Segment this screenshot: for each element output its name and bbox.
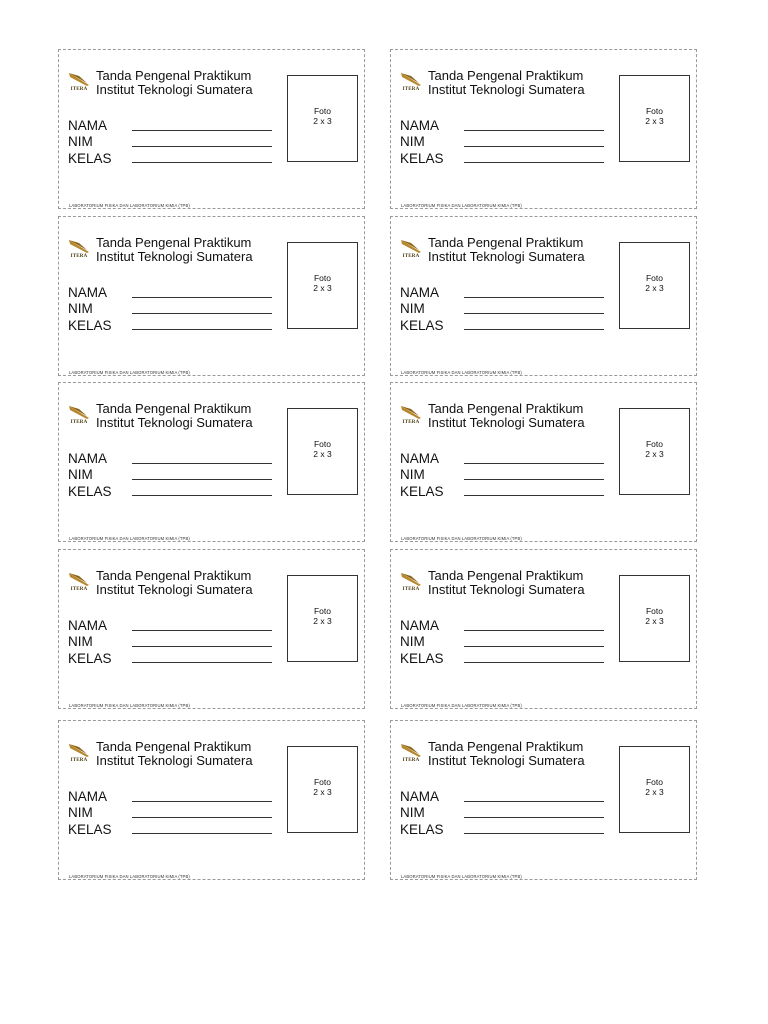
card-title-line1: Tanda Pengenal Praktikum bbox=[428, 568, 584, 583]
photo-label: Foto bbox=[313, 106, 331, 116]
nim-field-line[interactable] bbox=[464, 146, 604, 147]
label-nim: NIM bbox=[68, 301, 93, 316]
kelas-field-line[interactable] bbox=[132, 329, 272, 330]
label-nama: NAMA bbox=[68, 618, 108, 633]
id-card-3 bbox=[58, 216, 365, 376]
id-card-8 bbox=[390, 549, 697, 709]
logo-text: ITERA bbox=[402, 587, 420, 592]
label-nama: NAMA bbox=[68, 118, 108, 133]
card-title-line1: Tanda Pengenal Praktikum bbox=[96, 739, 252, 754]
card-title-line1: Tanda Pengenal Praktikum bbox=[96, 568, 252, 583]
card-title-line1: Tanda Pengenal Praktikum bbox=[428, 401, 584, 416]
label-nama: NAMA bbox=[68, 789, 108, 804]
logo-text: ITERA bbox=[70, 758, 88, 763]
id-card-2 bbox=[390, 49, 697, 209]
card-title-line2: Institut Teknologi Sumatera bbox=[428, 249, 585, 264]
itera-logo-icon bbox=[67, 71, 91, 93]
nim-field-line[interactable] bbox=[464, 479, 604, 480]
photo-label: Foto bbox=[313, 273, 331, 283]
logo-text: ITERA bbox=[402, 87, 420, 92]
label-nim: NIM bbox=[68, 805, 93, 820]
label-kelas: KELAS bbox=[68, 318, 112, 333]
nama-field-line[interactable] bbox=[464, 801, 604, 802]
card-footer: LABORATORIUM FISIKA DAN LABORATORIUM KIMIA (TPB) bbox=[69, 203, 190, 208]
card-footer: LABORATORIUM FISIKA DAN LABORATORIUM KIMIA (TPB) bbox=[69, 703, 190, 708]
itera-logo-icon bbox=[67, 404, 91, 426]
kelas-field-line[interactable] bbox=[464, 162, 604, 163]
nama-field-line[interactable] bbox=[464, 297, 604, 298]
itera-logo-icon bbox=[67, 742, 91, 764]
photo-size: 2 x 3 bbox=[313, 616, 332, 626]
logo-text: ITERA bbox=[70, 87, 88, 92]
kelas-field-line[interactable] bbox=[132, 662, 272, 663]
card-footer: LABORATORIUM FISIKA DAN LABORATORIUM KIMIA (TPB) bbox=[69, 874, 190, 879]
label-nim: NIM bbox=[400, 301, 425, 316]
logo-text: ITERA bbox=[402, 758, 420, 763]
itera-logo-icon bbox=[399, 71, 423, 93]
card-title-line2: Institut Teknologi Sumatera bbox=[96, 415, 253, 430]
label-nama: NAMA bbox=[400, 618, 440, 633]
label-nama: NAMA bbox=[400, 451, 440, 466]
photo-box bbox=[287, 75, 358, 162]
label-kelas: KELAS bbox=[400, 651, 444, 666]
nim-field-line[interactable] bbox=[464, 313, 604, 314]
photo-size: 2 x 3 bbox=[645, 787, 664, 797]
photo-placeholder-text bbox=[288, 606, 357, 626]
nama-field-line[interactable] bbox=[132, 801, 272, 802]
photo-size: 2 x 3 bbox=[313, 116, 332, 126]
label-nim: NIM bbox=[68, 467, 93, 482]
card-title-line2: Institut Teknologi Sumatera bbox=[96, 582, 253, 597]
photo-placeholder-text bbox=[288, 777, 357, 797]
nim-field-line[interactable] bbox=[464, 646, 604, 647]
photo-label: Foto bbox=[645, 273, 663, 283]
kelas-field-line[interactable] bbox=[464, 329, 604, 330]
card-title-line1: Tanda Pengenal Praktikum bbox=[428, 235, 584, 250]
label-nama: NAMA bbox=[400, 118, 440, 133]
id-card-9 bbox=[58, 720, 365, 880]
nama-field-line[interactable] bbox=[132, 463, 272, 464]
nama-field-line[interactable] bbox=[464, 463, 604, 464]
card-footer: LABORATORIUM FISIKA DAN LABORATORIUM KIMIA (TPB) bbox=[401, 203, 522, 208]
photo-box bbox=[619, 575, 690, 662]
kelas-field-line[interactable] bbox=[464, 495, 604, 496]
label-kelas: KELAS bbox=[68, 151, 112, 166]
id-card-5 bbox=[58, 382, 365, 542]
label-nim: NIM bbox=[68, 134, 93, 149]
itera-logo-icon bbox=[399, 238, 423, 260]
photo-size: 2 x 3 bbox=[645, 449, 664, 459]
nama-field-line[interactable] bbox=[464, 130, 604, 131]
card-footer: LABORATORIUM FISIKA DAN LABORATORIUM KIMIA (TPB) bbox=[69, 536, 190, 541]
label-nim: NIM bbox=[400, 805, 425, 820]
photo-label: Foto bbox=[645, 439, 663, 449]
itera-logo-icon bbox=[399, 404, 423, 426]
nama-field-line[interactable] bbox=[132, 297, 272, 298]
photo-placeholder-text bbox=[620, 106, 689, 126]
card-footer: LABORATORIUM FISIKA DAN LABORATORIUM KIMIA (TPB) bbox=[69, 370, 190, 375]
label-kelas: KELAS bbox=[68, 484, 112, 499]
photo-placeholder-text bbox=[288, 273, 357, 293]
itera-logo-icon bbox=[399, 571, 423, 593]
card-footer: LABORATORIUM FISIKA DAN LABORATORIUM KIMIA (TPB) bbox=[401, 703, 522, 708]
kelas-field-line[interactable] bbox=[132, 162, 272, 163]
photo-box bbox=[619, 75, 690, 162]
card-footer: LABORATORIUM FISIKA DAN LABORATORIUM KIMIA (TPB) bbox=[401, 874, 522, 879]
label-kelas: KELAS bbox=[68, 822, 112, 837]
nama-field-line[interactable] bbox=[132, 630, 272, 631]
photo-box bbox=[287, 242, 358, 329]
card-title-line2: Institut Teknologi Sumatera bbox=[428, 82, 585, 97]
photo-label: Foto bbox=[313, 439, 331, 449]
photo-size: 2 x 3 bbox=[313, 787, 332, 797]
card-title-line1: Tanda Pengenal Praktikum bbox=[428, 739, 584, 754]
label-nim: NIM bbox=[400, 634, 425, 649]
photo-box bbox=[619, 746, 690, 833]
photo-placeholder-text bbox=[620, 273, 689, 293]
photo-size: 2 x 3 bbox=[313, 283, 332, 293]
photo-size: 2 x 3 bbox=[645, 616, 664, 626]
photo-size: 2 x 3 bbox=[645, 116, 664, 126]
id-card-7 bbox=[58, 549, 365, 709]
id-card-1 bbox=[58, 49, 365, 209]
nim-field-line[interactable] bbox=[132, 146, 272, 147]
label-kelas: KELAS bbox=[400, 822, 444, 837]
label-nama: NAMA bbox=[68, 451, 108, 466]
photo-label: Foto bbox=[645, 606, 663, 616]
id-card-10 bbox=[390, 720, 697, 880]
card-title-line2: Institut Teknologi Sumatera bbox=[96, 753, 253, 768]
nim-field-line[interactable] bbox=[132, 313, 272, 314]
label-nim: NIM bbox=[400, 134, 425, 149]
logo-text: ITERA bbox=[70, 587, 88, 592]
label-kelas: KELAS bbox=[68, 651, 112, 666]
nama-field-line[interactable] bbox=[132, 130, 272, 131]
photo-box bbox=[619, 242, 690, 329]
photo-box bbox=[619, 408, 690, 495]
itera-logo-icon bbox=[399, 742, 423, 764]
photo-size: 2 x 3 bbox=[313, 449, 332, 459]
nama-field-line[interactable] bbox=[464, 630, 604, 631]
label-nim: NIM bbox=[68, 634, 93, 649]
logo-text: ITERA bbox=[402, 420, 420, 425]
card-footer: LABORATORIUM FISIKA DAN LABORATORIUM KIMIA (TPB) bbox=[401, 370, 522, 375]
card-title-line2: Institut Teknologi Sumatera bbox=[96, 249, 253, 264]
card-footer: LABORATORIUM FISIKA DAN LABORATORIUM KIMIA (TPB) bbox=[401, 536, 522, 541]
photo-box bbox=[287, 408, 358, 495]
logo-text: ITERA bbox=[70, 420, 88, 425]
photo-placeholder-text bbox=[620, 777, 689, 797]
photo-label: Foto bbox=[313, 606, 331, 616]
logo-text: ITERA bbox=[70, 254, 88, 259]
label-nama: NAMA bbox=[400, 789, 440, 804]
label-kelas: KELAS bbox=[400, 151, 444, 166]
photo-placeholder-text bbox=[620, 606, 689, 626]
photo-placeholder-text bbox=[620, 439, 689, 459]
kelas-field-line[interactable] bbox=[464, 833, 604, 834]
card-title-line1: Tanda Pengenal Praktikum bbox=[428, 68, 584, 83]
label-kelas: KELAS bbox=[400, 318, 444, 333]
label-kelas: KELAS bbox=[400, 484, 444, 499]
kelas-field-line[interactable] bbox=[132, 495, 272, 496]
nim-field-line[interactable] bbox=[132, 479, 272, 480]
nim-field-line[interactable] bbox=[132, 646, 272, 647]
itera-logo-icon bbox=[67, 238, 91, 260]
photo-label: Foto bbox=[645, 777, 663, 787]
photo-label: Foto bbox=[645, 106, 663, 116]
label-nama: NAMA bbox=[400, 285, 440, 300]
card-title-line1: Tanda Pengenal Praktikum bbox=[96, 235, 252, 250]
photo-placeholder-text bbox=[288, 439, 357, 459]
label-nama: NAMA bbox=[68, 285, 108, 300]
card-title-line1: Tanda Pengenal Praktikum bbox=[96, 68, 252, 83]
card-title-line2: Institut Teknologi Sumatera bbox=[428, 582, 585, 597]
nim-field-line[interactable] bbox=[132, 817, 272, 818]
card-title-line1: Tanda Pengenal Praktikum bbox=[96, 401, 252, 416]
kelas-field-line[interactable] bbox=[464, 662, 604, 663]
nim-field-line[interactable] bbox=[464, 817, 604, 818]
itera-logo-icon bbox=[67, 571, 91, 593]
photo-size: 2 x 3 bbox=[645, 283, 664, 293]
card-title-line2: Institut Teknologi Sumatera bbox=[428, 415, 585, 430]
card-title-line2: Institut Teknologi Sumatera bbox=[428, 753, 585, 768]
photo-label: Foto bbox=[313, 777, 331, 787]
id-card-6 bbox=[390, 382, 697, 542]
photo-box bbox=[287, 575, 358, 662]
kelas-field-line[interactable] bbox=[132, 833, 272, 834]
id-card-4 bbox=[390, 216, 697, 376]
logo-text: ITERA bbox=[402, 254, 420, 259]
label-nim: NIM bbox=[400, 467, 425, 482]
photo-placeholder-text bbox=[288, 106, 357, 126]
photo-box bbox=[287, 746, 358, 833]
card-title-line2: Institut Teknologi Sumatera bbox=[96, 82, 253, 97]
